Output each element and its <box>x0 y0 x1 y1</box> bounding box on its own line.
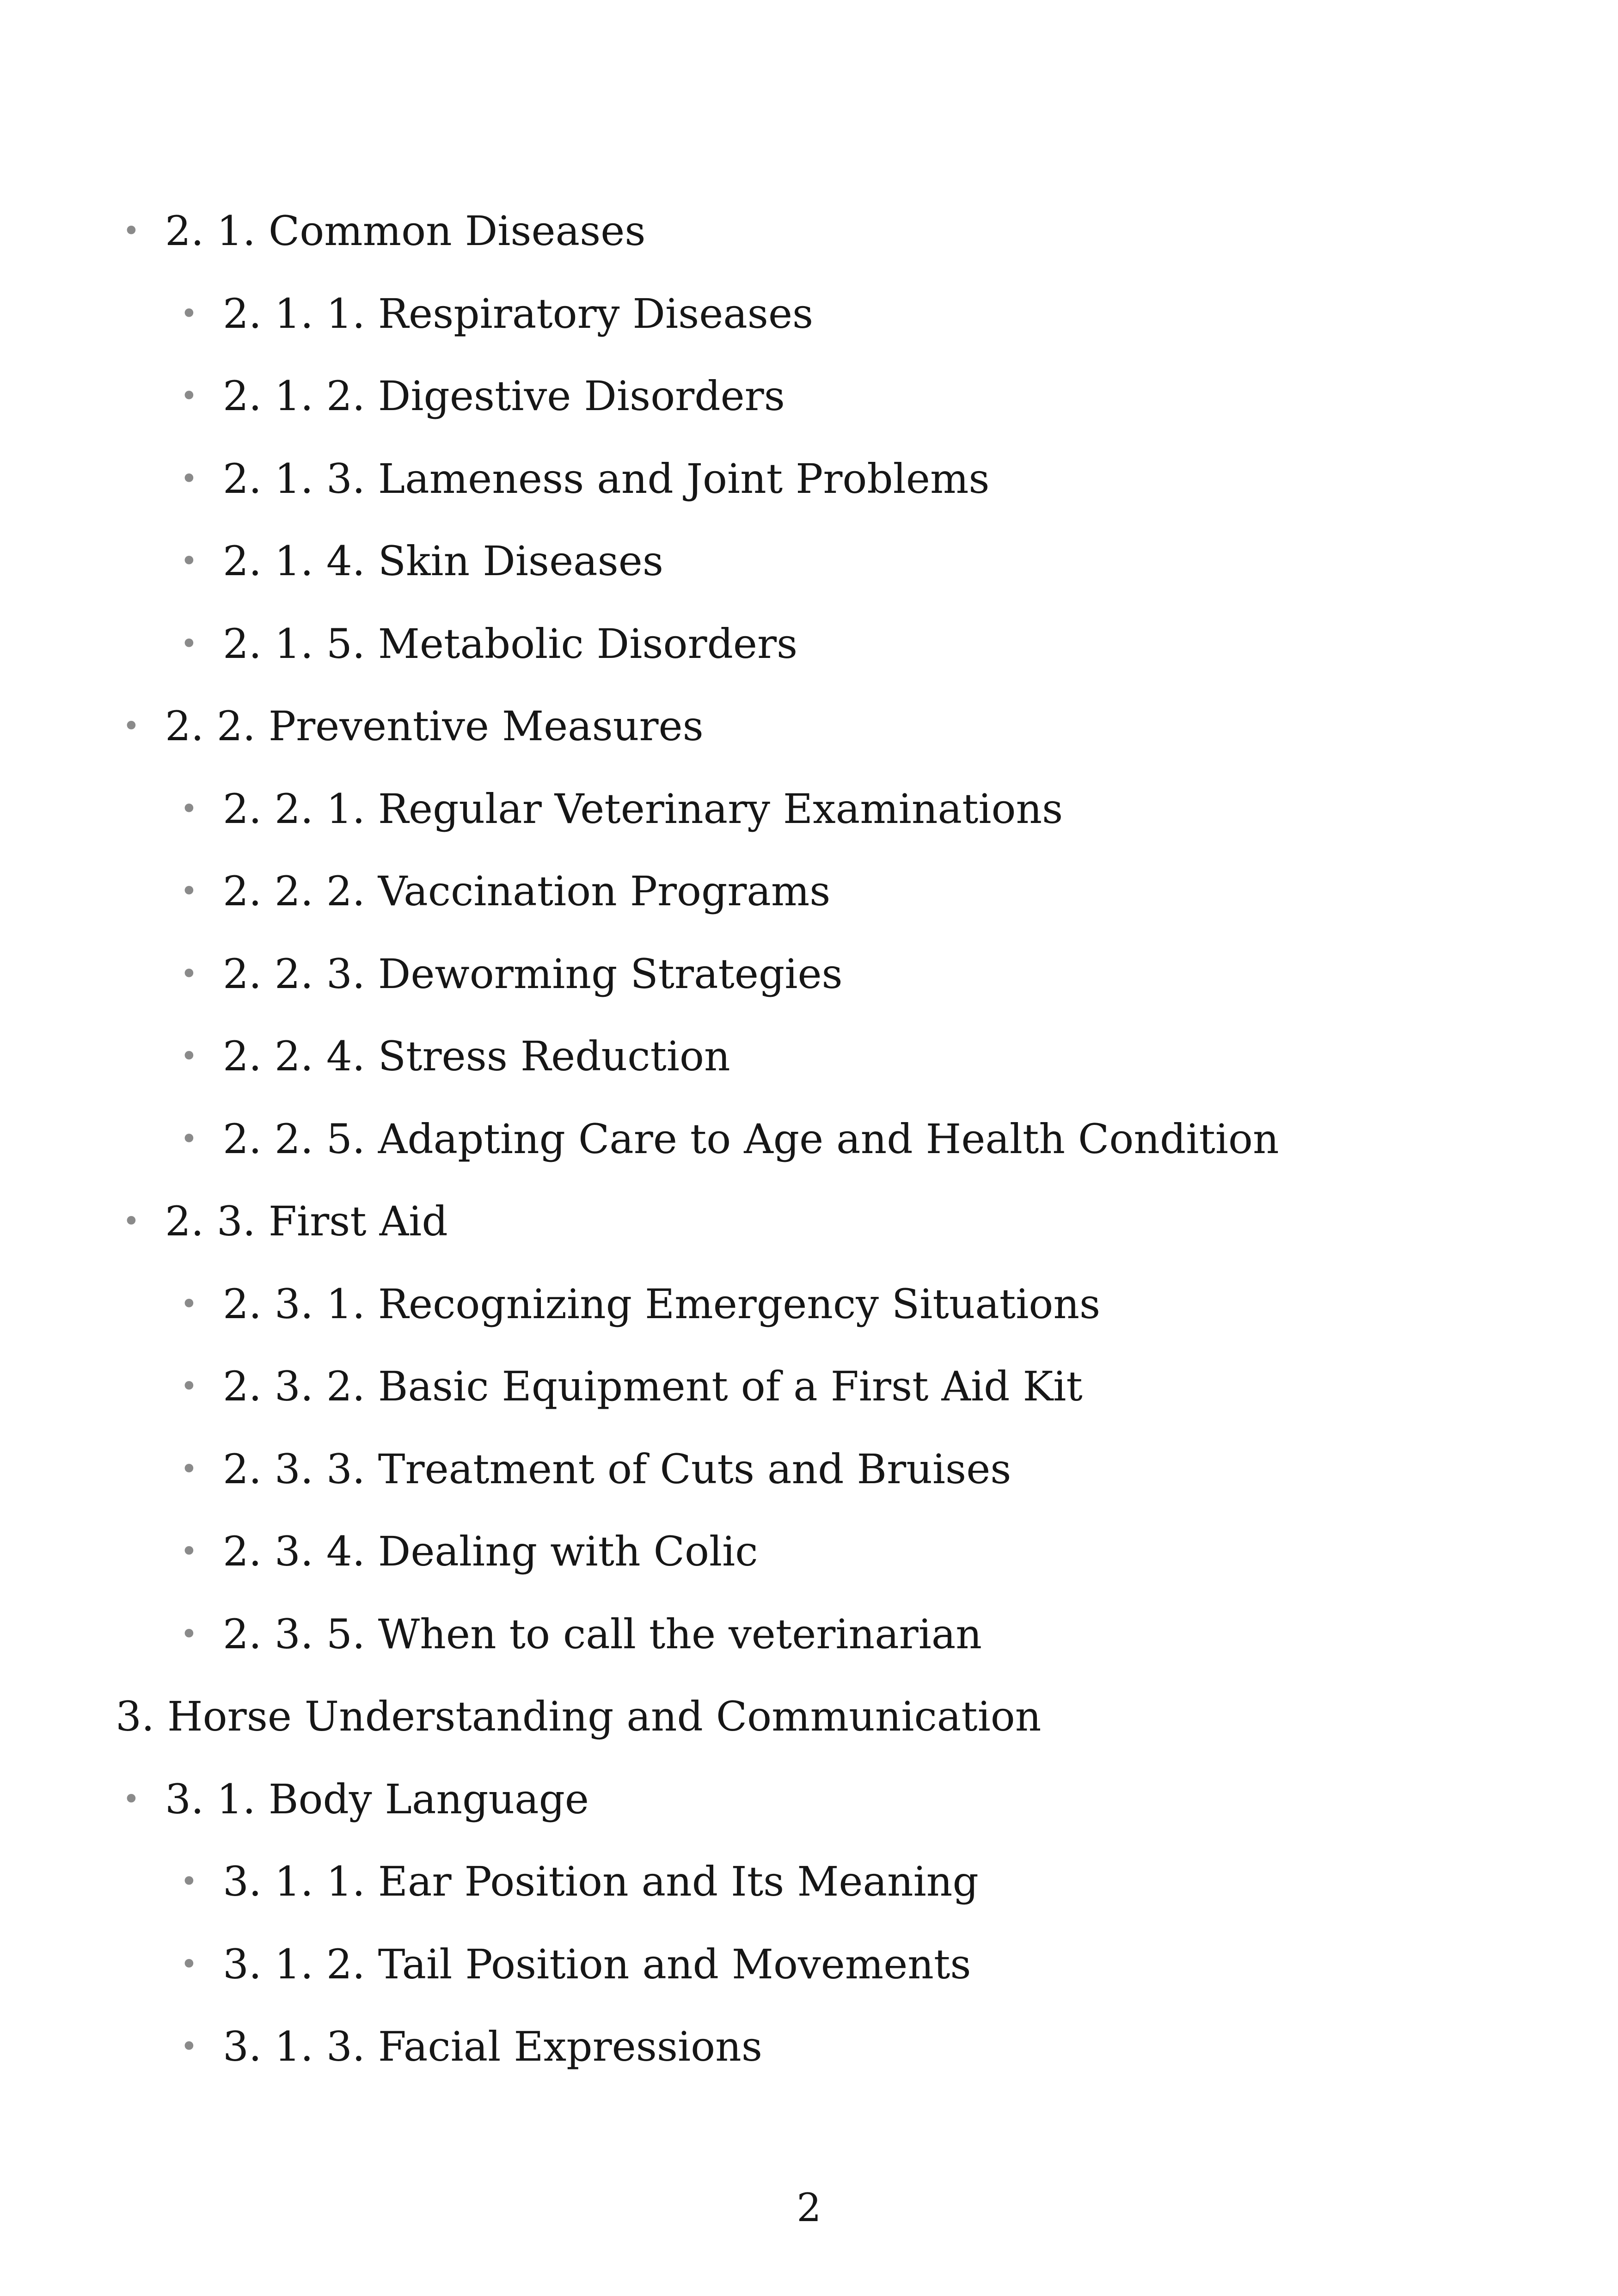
bullet-icon: • <box>180 462 198 496</box>
bullet-icon: • <box>180 627 198 661</box>
toc-item-text: 3. 1. 1. Ear Position and Its Meaning <box>223 1858 979 1905</box>
toc-item <box>180 2019 762 2075</box>
toc-item <box>123 203 646 259</box>
bullet-icon: • <box>180 1122 198 1156</box>
toc-item-text: 2. 3. 5. When to call the veterinarian <box>223 1610 982 1658</box>
toc-item <box>180 1359 1083 1414</box>
toc-item <box>180 946 843 1002</box>
bullet-icon: • <box>123 709 140 743</box>
toc-item-text: 3. 1. 3. Facial Expressions <box>223 2023 762 2070</box>
toc-item-text: 2. 3. 2. Basic Equipment of a First Aid Kit <box>223 1363 1083 1410</box>
bullet-icon: • <box>180 297 198 331</box>
toc-item <box>180 451 990 507</box>
bullet-icon: • <box>180 1947 198 1982</box>
toc-item-text: 2. 2. 2. Vaccination Programs <box>223 867 831 915</box>
toc-item <box>180 1029 730 1084</box>
toc-item-text: 3. 1. Body Language <box>165 1775 589 1823</box>
bullet-icon: • <box>180 1287 198 1321</box>
bullet-icon: • <box>180 544 198 578</box>
toc-item <box>180 1111 1279 1167</box>
toc-item-text: 2. 1. 2. Digestive Disorders <box>223 372 785 420</box>
bullet-icon: • <box>180 1535 198 1569</box>
bullet-icon: • <box>123 214 140 248</box>
page-number: 2 <box>797 2185 821 2230</box>
toc-item <box>180 1607 982 1662</box>
toc-item-text: 2. 1. 1. Respiratory Diseases <box>223 290 814 338</box>
toc-item <box>180 616 797 672</box>
bullet-icon: • <box>180 957 198 991</box>
toc-item <box>180 1442 1011 1497</box>
toc-item <box>180 534 663 589</box>
toc-item <box>180 1854 979 1909</box>
bullet-icon: • <box>123 1204 140 1239</box>
bullet-icon: • <box>180 379 198 413</box>
toc-item <box>180 286 813 342</box>
toc-item-text: 2. 3. 4. Dealing with Colic <box>223 1528 758 1575</box>
toc-item-text: 2. 1. Common Diseases <box>165 207 646 255</box>
toc-item-text: 2. 1. 5. Metabolic Disorders <box>223 620 798 668</box>
toc-item-text: 3. Horse Understanding and Communication <box>116 1693 1042 1740</box>
toc-item <box>123 699 704 754</box>
toc-item-text: 2. 3. 3. Treatment of Cuts and Bruises <box>223 1445 1011 1493</box>
bullet-icon: • <box>180 2030 198 2064</box>
bullet-icon: • <box>180 874 198 909</box>
toc-item-text: 2. 2. 1. Regular Veterinary Examinations <box>223 785 1063 833</box>
bullet-icon: • <box>180 1617 198 1651</box>
toc-item <box>180 1524 758 1579</box>
bullet-icon: • <box>180 1865 198 1899</box>
bullet-icon: • <box>180 1369 198 1404</box>
toc-item <box>180 1277 1100 1332</box>
toc-item-text: 3. 1. 2. Tail Position and Movements <box>223 1940 971 1988</box>
toc-item-text: 2. 1. 3. Lameness and Joint Problems <box>223 455 990 503</box>
toc-item-text: 2. 2. 4. Stress Reduction <box>223 1032 730 1080</box>
toc-item <box>123 1194 448 1249</box>
toc-item-text: 2. 3. 1. Recognizing Emergency Situations <box>223 1280 1101 1328</box>
toc-item <box>180 368 785 424</box>
toc-item <box>123 1772 589 1827</box>
toc-item-text: 2. 1. 4. Skin Diseases <box>223 537 664 585</box>
toc-heading <box>116 1689 1041 1744</box>
toc-item-text: 2. 2. 3. Deworming Strategies <box>223 950 843 998</box>
toc-item <box>180 781 1063 837</box>
toc-item-text: 2. 2. Preventive Measures <box>165 702 704 750</box>
toc-item <box>180 1937 971 1992</box>
toc-item <box>180 864 830 919</box>
bullet-icon: • <box>180 1452 198 1486</box>
toc-item-text: 2. 2. 5. Adapting Care to Age and Health Condition <box>223 1115 1279 1163</box>
toc-item-text: 2. 3. First Aid <box>165 1197 448 1245</box>
bullet-icon: • <box>180 792 198 826</box>
bullet-icon: • <box>123 1782 140 1817</box>
bullet-icon: • <box>180 1039 198 1074</box>
